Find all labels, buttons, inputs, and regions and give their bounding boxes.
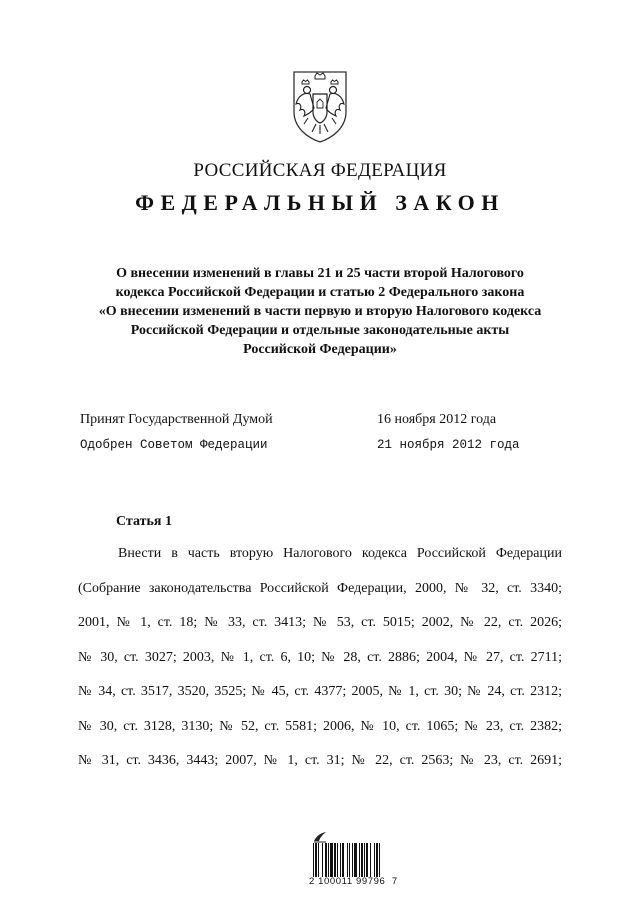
article-line: № 34, ст. 3517, 3520, 3525; № 45, ст. 4377; 2005, № 1, ст. 30; № 24, ст. 2312;	[78, 684, 562, 699]
article-line: № 31, ст. 3436, 3443; 2007, № 1, ст. 31; № 22, ст. 2563; № 23, ст. 2691;	[78, 753, 562, 768]
approval-label: Принят Государственной Думой	[80, 412, 273, 427]
approval-block	[80, 412, 560, 464]
approval-date: 21 ноября 2012 года	[377, 438, 520, 452]
article-line: Внести в часть вторую Налогового кодекса Российской Федерации	[118, 546, 562, 561]
article-heading: Статья 1	[116, 514, 172, 529]
law-title-line: Российской Федерации»	[243, 342, 397, 357]
article-line: № 30, ст. 3128, 3130; № 52, ст. 5581; 2006, № 10, ст. 1065; № 23, ст. 2382;	[78, 718, 562, 734]
article-line: № 30, ст. 3027; 2003, № 1, ст. 6, 10; № 28, ст. 2886; 2004, № 27, ст. 2711;	[78, 649, 562, 665]
article-line: 2001, № 1, ст. 18; № 33, ст. 3413; № 53, ст. 5015; 2002, № 22, ст. 2026;	[78, 615, 562, 630]
approval-label: Одобрен Советом Федерации	[80, 438, 268, 452]
article-line: (Собрание законодательства Российской Федерации, 2000, № 32, ст. 3340;	[78, 580, 562, 596]
printer-logo-icon	[313, 831, 327, 843]
article-body	[78, 544, 562, 786]
law-title-line: Российской Федерации и отдельные законодательные акты	[130, 323, 510, 338]
barcode-icon	[313, 843, 399, 877]
approval-row-duma	[80, 412, 560, 438]
approval-row-council	[80, 438, 560, 464]
law-title-line: кодекса Российской Федерации и статью 2 Федерального закона	[115, 285, 525, 300]
law-title-line: О внесении изменений в главы 21 и 25 части второй Налогового	[116, 266, 524, 281]
law-title	[60, 264, 580, 359]
barcode-number: 2 100011 99796 7	[309, 876, 398, 887]
coat-of-arms-icon	[288, 68, 352, 144]
law-title-line: «О внесении изменений в части первую и вторую Налогового кодекса	[98, 304, 542, 319]
country-name: РОССИЙСКАЯ ФЕДЕРАЦИЯ	[193, 160, 447, 181]
document-type: ФЕДЕРАЛЬНЫЙ ЗАКОН	[135, 190, 505, 215]
approval-date: 16 ноября 2012 года	[377, 412, 497, 427]
